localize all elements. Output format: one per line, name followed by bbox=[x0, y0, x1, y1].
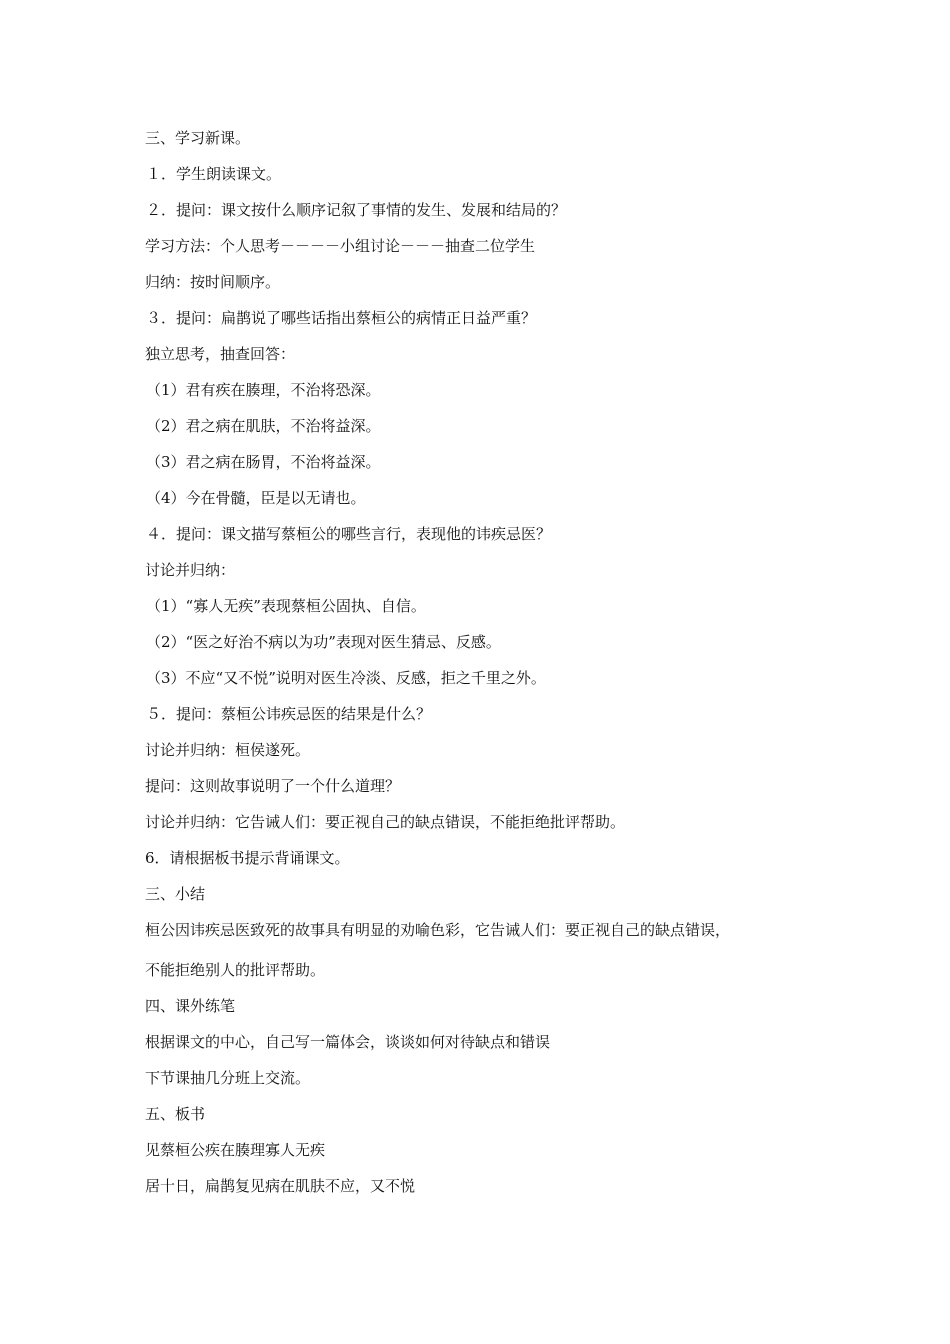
paragraph: 讨论并归纳： bbox=[145, 561, 236, 579]
paragraph: 下节课抽几分班上交流。 bbox=[145, 1069, 311, 1087]
paragraph: 居十日，扁鹊复见病在肌肤不应，又不悦 bbox=[145, 1177, 416, 1195]
list-item: （2）君之病在肌肤，不治将益深。 bbox=[146, 417, 381, 435]
list-item: （2）“医之好治不病以为功”表现对医生猜忌、反感。 bbox=[146, 633, 501, 651]
paragraph: 学习方法：个人思考－－－－小组讨论－－－抽查二位学生 bbox=[145, 237, 536, 255]
list-item: １．学生朗读课文。 bbox=[146, 165, 282, 183]
paragraph: 讨论并归纳：它告诫人们：要正视自己的缺点错误，不能拒绝批评帮助。 bbox=[145, 813, 626, 831]
section-heading: 三、小结 bbox=[145, 885, 206, 903]
section-heading: 五、板书 bbox=[145, 1105, 206, 1123]
list-item: ４．提问：课文描写蔡桓公的哪些言行，表现他的讳疾忌医？ bbox=[146, 525, 552, 543]
paragraph: 见蔡桓公疾在腠理寡人无疾 bbox=[145, 1141, 326, 1159]
list-item: ２．提问：课文按什么顺序记叙了事情的发生、发展和结局的？ bbox=[146, 201, 567, 219]
paragraph: 根据课文的中心，自己写一篇体会，谈谈如何对待缺点和错误 bbox=[145, 1033, 551, 1051]
section-heading: 四、课外练笔 bbox=[145, 997, 236, 1015]
list-item: ３．提问：扁鹊说了哪些话指出蔡桓公的病情正日益严重？ bbox=[146, 309, 537, 327]
list-item: （1）君有疾在腠理，不治将恐深。 bbox=[146, 381, 381, 399]
section-heading: 三、学习新课。 bbox=[145, 129, 251, 147]
list-item: ５．提问：蔡桓公讳疾忌医的结果是什么？ bbox=[146, 705, 432, 723]
list-item: （3）君之病在肠胃，不治将益深。 bbox=[146, 453, 381, 471]
list-item: （1）“寡人无疾”表现蔡桓公固执、自信。 bbox=[146, 597, 426, 615]
paragraph: 不能拒绝别人的批评帮助。 bbox=[145, 961, 326, 979]
list-item: （4）今在骨髓，臣是以无请也。 bbox=[146, 489, 366, 507]
paragraph: 提问：这则故事说明了一个什么道理？ bbox=[145, 777, 401, 795]
list-item: （3）不应“又不悦”说明对医生冷淡、反感，拒之千里之外。 bbox=[146, 669, 546, 687]
paragraph: 讨论并归纳：桓侯遂死。 bbox=[145, 741, 311, 759]
paragraph: 桓公因讳疾忌医致死的故事具有明显的劝喻色彩，它告诫人们：要正视自己的缺点错误， bbox=[145, 921, 731, 939]
list-item: 6．请根据板书提示背诵课文。 bbox=[145, 849, 350, 867]
paragraph: 独立思考，抽查回答： bbox=[145, 345, 296, 363]
paragraph: 归纳：按时间顺序。 bbox=[145, 273, 281, 291]
